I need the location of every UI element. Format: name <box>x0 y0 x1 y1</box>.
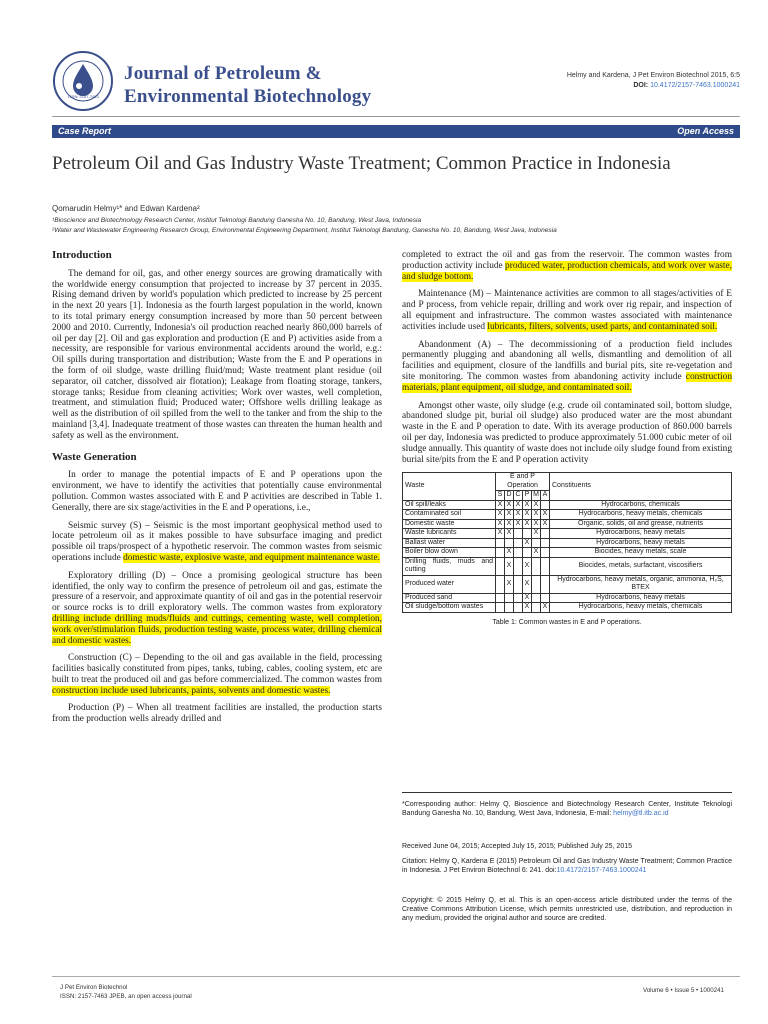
drilling-highlight: drilling include drilling muds/fluids and cuttings, cementing waste, well completion, work over/stimulation fluids, production testing waste, process water, drilling chemical and domestic wastes. <box>52 613 382 646</box>
table-row <box>403 500 732 510</box>
abandonment-text: Abandonment (A) – The decommissioning of a production field includes permanently plugging and abandoning all wells, dismantling and demolition of all facilities and equipment, closure of the landfills and burial pits, site re-vegetation and site monitoring. The common wastes from abandoning activity include <box>402 339 732 382</box>
operation-mark-cell <box>532 575 541 593</box>
production-highlight: produced water, production chemicals, and work over waste, and sludge bottom. <box>402 260 733 282</box>
waste-cell: Boiler blow down <box>403 548 496 558</box>
corresponding-author-note <box>402 800 732 818</box>
operation-mark-cell: X <box>532 510 541 520</box>
operation-mark-cell <box>532 557 541 575</box>
constituents-cell: Hydrocarbons, heavy metals, organic, ammonia, H₂S, BTEX <box>550 575 732 593</box>
operation-mark-cell <box>514 593 523 603</box>
operation-mark-cell: X <box>523 575 532 593</box>
waste-generation-heading: Waste Generation <box>52 450 137 463</box>
left-column <box>52 250 382 732</box>
operation-mark-cell <box>532 538 541 548</box>
citation-doi-link[interactable]: 10.4172/2157-7463.1000241 <box>556 867 647 874</box>
corresponding-text: *Corresponding author: Helmy Q, Bioscience and Biotechnology Research Center, Institute Teknologi Bandung Ganesha No. 10, Bandung, West Java, Indonesia, E-mail: <box>402 801 732 817</box>
operation-mark-cell: X <box>532 519 541 529</box>
constituents-cell: Hydrocarbons, heavy metals <box>550 538 732 548</box>
seismic-highlight: domestic waste, explosive waste, and equipment maintenance waste. <box>123 552 380 563</box>
footer-journal-info <box>60 983 192 1001</box>
operation-mark-cell: X <box>514 510 523 520</box>
paper-title: Petroleum Oil and Gas Industry Waste Treatment; Common Practice in Indonesia <box>52 153 671 174</box>
seismic-text: Seismic survey (S) – Seismic is the most important geophysical method used to locate petroleum oil as it makes possible to have subsurface imaging and predict possible oil traps/prospect of a hypothetic reservoir. The common wastes from seismic operations include <box>52 520 382 563</box>
open-access-label: Open Access <box>677 126 734 136</box>
operation-mark-cell: X <box>523 500 532 510</box>
operation-mark-cell: X <box>505 557 514 575</box>
author-list: Qomarudin Helmy¹* and Edwan Kardena² <box>52 204 200 213</box>
operation-mark-cell: X <box>505 510 514 520</box>
operation-mark-cell: X <box>532 529 541 539</box>
constituents-cell: Biocides, heavy metals, scale <box>550 548 732 558</box>
operation-mark-cell: X <box>514 519 523 529</box>
construction-paragraph <box>52 653 382 696</box>
operation-mark-cell <box>541 575 550 593</box>
constituents-cell: Organic, solids, oil and grease, nutrients <box>550 519 732 529</box>
operation-mark-cell: X <box>505 529 514 539</box>
oily-sludge-paragraph: Amongst other waste, oily sludge (e.g. crude oil contaminated soil, bottom sludge, abandoned sludge pit, burial oil sludge) also produced water are the most abundant waste in the E and P operation to date. With its average production of 860.000 barrels oil per day, Indonesia was predicted to produce approximately 51.000 cubic meter of oil sludge annually. This quantity of waste does not include oily sludge found from existing burial site/pits from the E and P operation activity <box>402 400 732 465</box>
header-waste: Waste <box>403 473 496 501</box>
table-row <box>403 519 732 529</box>
operation-code-p: P <box>523 491 532 501</box>
operation-mark-cell <box>541 529 550 539</box>
waste-cell: Produced sand <box>403 593 496 603</box>
operation-mark-cell <box>514 575 523 593</box>
operation-mark-cell <box>523 529 532 539</box>
citation-note <box>402 857 732 875</box>
operation-mark-cell <box>496 557 505 575</box>
citation-text: Citation: Helmy Q, Kardena E (2015) Petroleum Oil and Gas Industry Waste Treatment; Common Practice in Indonesia. J Pet Environ Biotechnol 6: 241. doi: <box>402 858 732 874</box>
article-type-banner <box>52 125 740 138</box>
operation-mark-cell <box>541 538 550 548</box>
operation-mark-cell: X <box>541 519 550 529</box>
operation-mark-cell: X <box>541 603 550 613</box>
operation-mark-cell <box>514 548 523 558</box>
table-row <box>403 557 732 575</box>
production-paragraph: Production (P) – When all treatment facilities are installed, the production starts from the production wells already drilled and <box>52 703 382 725</box>
operation-mark-cell <box>496 575 505 593</box>
journal-title-line1: Journal of Petroleum & <box>124 63 322 84</box>
operation-mark-cell <box>496 548 505 558</box>
case-report-label: Case Report <box>58 126 112 136</box>
footer-divider <box>52 976 740 977</box>
production-continued-paragraph <box>402 250 732 282</box>
journal-title[interactable] <box>124 62 371 108</box>
operation-mark-cell: X <box>532 500 541 510</box>
waste-cell: Oil sludge/bottom wastes <box>403 603 496 613</box>
table-row <box>403 510 732 520</box>
operation-mark-cell: X <box>532 548 541 558</box>
operation-mark-cell: X <box>523 538 532 548</box>
production-text: completed to extract the oil and gas from the reservoir. The common wastes from production activity include <box>402 250 732 271</box>
table-row <box>403 548 732 558</box>
header-divider <box>52 116 740 117</box>
operation-mark-cell <box>496 538 505 548</box>
operation-code-s: S <box>496 491 505 501</box>
waste-cell: Oil spill/leaks <box>403 500 496 510</box>
notes-divider <box>402 792 732 793</box>
operation-mark-cell: X <box>505 500 514 510</box>
waste-cell: Waste lubricants <box>403 529 496 539</box>
introduction-heading: Introduction <box>52 249 112 261</box>
operation-mark-cell <box>541 593 550 603</box>
waste-table <box>402 472 732 613</box>
waste-cell: Contaminated soil <box>403 510 496 520</box>
operation-code-m: M <box>533 491 539 499</box>
table-row <box>403 593 732 603</box>
doi-label: DOI: <box>633 82 649 89</box>
operation-mark-cell <box>496 603 505 613</box>
operation-mark-cell: X <box>523 593 532 603</box>
constituents-cell: Hydrocarbons, heavy metals <box>550 529 732 539</box>
email-link[interactable]: helmy@tl.itb.ac.id <box>613 810 669 817</box>
table-caption: Table 1: Common wastes in E and P operations. <box>492 618 642 626</box>
operation-mark-cell: X <box>505 519 514 529</box>
operation-mark-cell <box>523 548 532 558</box>
operation-mark-cell <box>514 538 523 548</box>
doi-link[interactable]: 10.4172/2157-7463.1000241 <box>650 82 740 89</box>
operation-mark-cell <box>541 548 550 558</box>
affiliation-1: ¹Bioscience and Biotechnology Research Center, Institut Teknologi Bandung Ganesha No. 10, Bandung, West Java, Indonesia <box>52 217 422 224</box>
operation-mark-cell: X <box>496 519 505 529</box>
copyright-note: Copyright: © 2015 Helmy Q, et al. This is an open-access article distributed under the terms of the Creative Commons Attribution License, which permits unrestricted use, distribution, and reproduction in any medium, provided the original author and source are credited. <box>402 897 732 922</box>
operation-mark-cell: X <box>496 529 505 539</box>
operation-code-a: A <box>541 491 550 501</box>
operation-mark-cell <box>514 603 523 613</box>
maintenance-highlight: lubricants, filters, solvents, used parts, and contaminated soil. <box>487 321 718 332</box>
table-row <box>403 575 732 593</box>
operation-mark-cell <box>532 603 541 613</box>
footer-volume: Volume 6 • Issue 5 • 1000241 <box>642 987 724 994</box>
introduction-paragraph: The demand for oil, gas, and other energy sources are growing dramatically with the worldwide energy consumption that projected to increase by 37 percent in 2035. Rising demand driven by world's population which predicted to increase by 25 percent in the next 20 years [1]. Indonesia as the fourth largest population in the world, known to its total primary energy consumption increased by more than 50 percent between 2000 and 2010. Currently, Indonesia's oil production reached nearly 860,000 barrels of oil per day [2]. Oil and gas exploration and production (E and P) activities aside from a necessity, are responsible for various environmental accidents around the world, e.g.: Oil spills during transportation and distribution; Waste from the E and P operations in the form of oil sludge, waste drilling fluid/mud; Waste treatment plant residue (oil separator, oil catcher, dissolved air flotation); Leakage from floating storage, tankers, storage tanks; Residue from cleaning activities; Work over wastes, well completion, treatment, and stimulation fluid; Produced water; Offshore wells drilling leakage as well as the distribution of oil spilled from the well to the tanker and from the ship to the mainland [3,4]. Inadequate treatment of those wastes can threaten the human health and safety as well as the environment. <box>52 268 382 441</box>
operation-mark-cell: X <box>523 510 532 520</box>
operation-mark-cell <box>541 557 550 575</box>
waste-generation-paragraph: In order to manage the potential impacts of E and P operations upon the environment, we have to identify the activities that potentially cause environmental pollution. Common wastes associated with E and P activities are described in Table 1. Generally, there are six stage/activities in the E and P operations, i.e., <box>52 470 382 513</box>
operation-mark-cell: X <box>505 575 514 593</box>
received-dates: Received June 04, 2015; Accepted July 15, 2015; Published July 25, 2015 <box>402 843 632 850</box>
drilling-paragraph <box>52 571 382 647</box>
table-row <box>403 538 732 548</box>
operation-mark-cell: X <box>514 500 523 510</box>
abandonment-paragraph <box>402 340 732 394</box>
journal-title-line2: Environmental Biotechnology <box>124 86 372 107</box>
waste-cell: Produced water <box>403 575 496 593</box>
operation-mark-cell: X <box>505 548 514 558</box>
logo-issn-text: ISSN: 2157-7463 <box>68 94 99 99</box>
waste-cell: Ballast water <box>403 538 496 548</box>
operation-mark-cell <box>541 500 550 510</box>
table-row <box>403 529 732 539</box>
operation-mark-cell: X <box>523 519 532 529</box>
constituents-cell: Hydrocarbons, heavy metals <box>550 593 732 603</box>
operation-mark-cell <box>496 593 505 603</box>
operation-mark-cell: X <box>541 510 550 520</box>
header-citation <box>567 71 740 91</box>
header-constituents: Constituents <box>550 473 732 501</box>
operation-mark-cell: X <box>523 603 532 613</box>
table-row <box>403 603 732 613</box>
operation-mark-cell: X <box>496 500 505 510</box>
doi-line <box>567 81 740 91</box>
constituents-cell: Biocides, metals, surfactant, viscosifiers <box>550 557 732 575</box>
operation-code-d: D <box>506 491 512 499</box>
operation-mark-cell: X <box>496 510 505 520</box>
constituents-cell: Hydrocarbons, chemicals <box>550 500 732 510</box>
construction-highlight: construction include used lubricants, paints, solvents and domestic wastes. <box>52 685 331 696</box>
constituents-cell: Hydrocarbons, heavy metals, chemicals <box>550 510 732 520</box>
constituents-cell: Hydrocarbons, heavy metals, chemicals <box>550 603 732 613</box>
maintenance-paragraph <box>402 289 732 332</box>
operation-mark-cell <box>505 603 514 613</box>
waste-cell: Drilling fluids, muds and cutting <box>403 557 496 575</box>
header-operation: E and P Operation <box>496 473 550 491</box>
operation-mark-cell <box>505 538 514 548</box>
maintenance-text: Maintenance (M) – Maintenance activities are common to all stages/activities of E and P process, from vehicle repair, drilling and work over rig repair, and inspection of all equipment and infrastructure. The common wastes associated with maintenance activities include used <box>402 289 732 332</box>
construction-text: Construction (C) – Depending to the oil and gas available in the field, processing facilities basically constituted from pipes, tanks, tubing, cables, cooling system, etc are built to treat the produced oil and gas before commercialized. The common wastes from <box>52 653 382 685</box>
operation-mark-cell <box>514 557 523 575</box>
footer-journal-name: J Pet Environ Biotechnol <box>60 984 128 991</box>
right-column <box>402 250 732 629</box>
table-body <box>403 500 732 612</box>
table-header-row <box>403 473 732 491</box>
operation-mark-cell <box>532 593 541 603</box>
drilling-text: Exploratory drilling (D) – Once a promising geological structure has been identified, the only way to confirm the presence of petroleum oil and gas, estimate the pressure of a reservoir, and approximate quantity of oil and gas in the potential reservoir or source rocks is to drill exploratory wells. The common wastes from exploratory <box>52 570 382 614</box>
operation-mark-cell <box>514 529 523 539</box>
abandonment-highlight: construction materials, plant equipment, oil sludge, and contaminated soil. <box>402 371 732 393</box>
affiliation-2: ²Water and Wastewater Engineering Research Group, Environmental Engineering Department, Institut Teknologi Bandung, Ganesha No. 10, Bandung, West Java, Indonesia <box>52 227 557 234</box>
operation-mark-cell <box>505 593 514 603</box>
journal-logo <box>52 50 114 112</box>
footer-issn: ISSN: 2157-7463 JPEB, an open access journal <box>60 993 192 1000</box>
seismic-paragraph <box>52 521 382 564</box>
waste-cell: Domestic waste <box>403 519 496 529</box>
operation-code-c: C <box>515 491 521 499</box>
operation-mark-cell: X <box>523 557 532 575</box>
citation-line: Helmy and Kardena, J Pet Environ Biotechnol 2015, 6:5 <box>566 72 740 79</box>
